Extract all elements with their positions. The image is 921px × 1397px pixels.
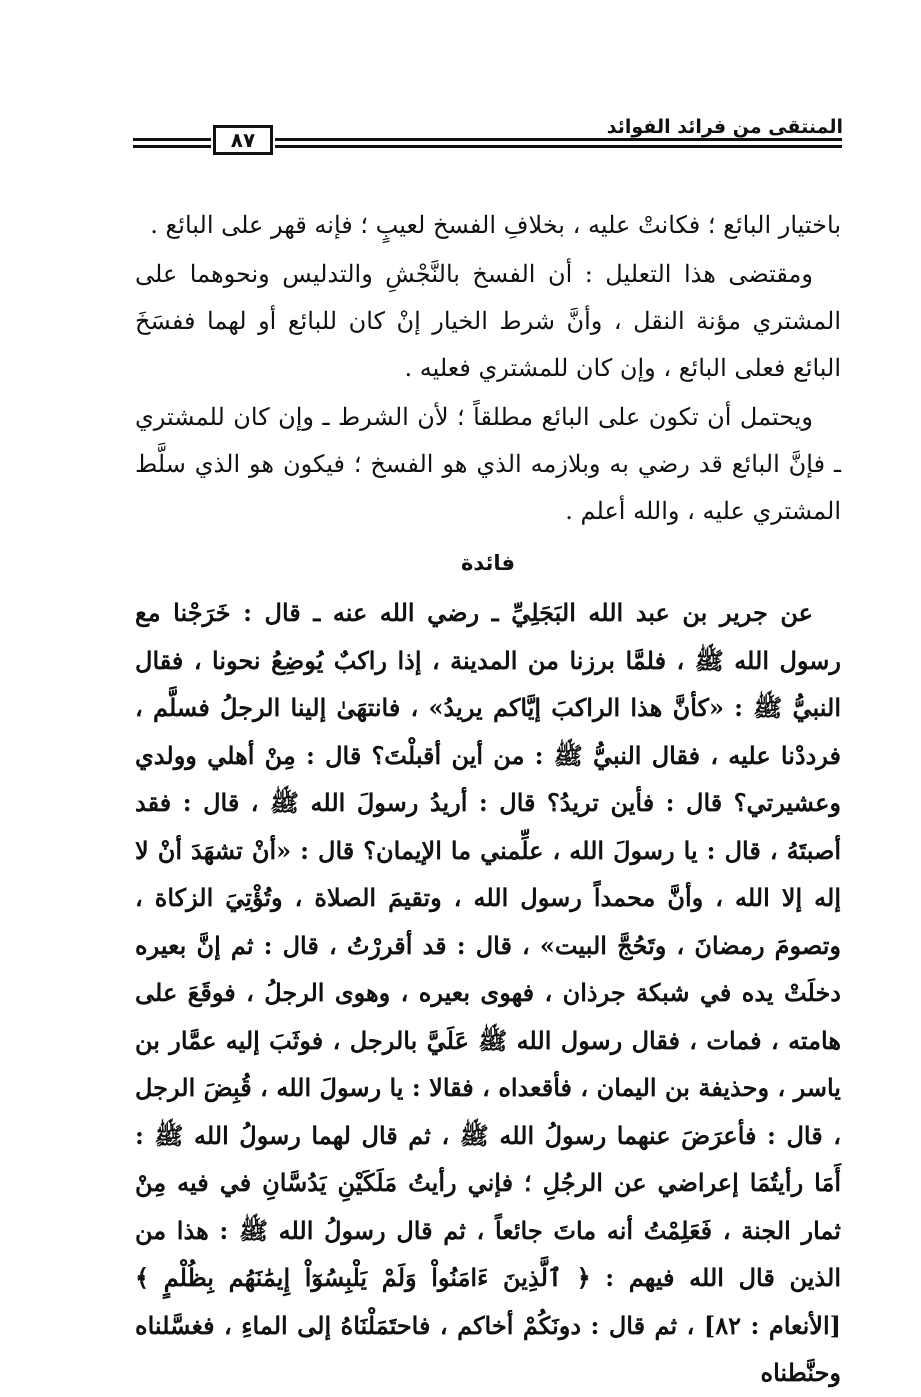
header-rule — [275, 145, 842, 148]
page-number: ٨٧ — [213, 125, 273, 155]
paragraph: ومقتضى هذا التعليل : أن الفسخ بالنَّجْشِ والتدليس ونحوهما على المشتري مؤنة النقل ، وأنَّ شرط الخيار إنْ كان للبائع أو لهما ففسَخَ البائع فعلى البائع ، وإن كان للمشتري فعليه . — [135, 260, 841, 382]
page-body — [135, 202, 841, 1397]
header-rule — [133, 145, 211, 148]
paragraph: ويحتمل أن تكون على البائع مطلقاً ؛ لأن الشرط ـ وإن كان للمشتري ـ فإنَّ البائع قد رضي به وبلازمه الذي هو الفسخ ؛ فيكون هو الذي سلَّط المشتري عليه ، والله أعلم . — [135, 403, 841, 525]
section-heading: فائدة — [460, 551, 516, 575]
paragraph: باختيار البائع ؛ فكانتْ عليه ، بخلافِ الفسخ لعيبٍ ؛ فإنه قهر على البائع . — [150, 211, 841, 239]
header-rule — [275, 138, 842, 141]
header-rule — [133, 138, 211, 141]
running-header-title: المنتقى من فرائد الفوائد — [606, 116, 843, 138]
hadith-paragraph: عن جرير بن عبد الله البَجَلِيِّ ـ رضي الله عنه ـ قال : خَرَجْنا مع رسول الله ﷺ ، فلمَّا برزنا من المدينة ، إذا راكبٌ يُوضِعُ نحونا ، فقال النبيُّ ﷺ : «كأنَّ هذا الراكبَ إيَّاكم يريدُ» ، فانتهَىٰ إلينا الرجلُ فسلَّم ، فرددْنا عليه ، فقال النبيُّ ﷺ : من أين أقبلْتَ؟ قال : مِنْ أهلي وولدي وعشيرتي؟ قال : فأين تريدُ؟ قال : أريدُ رسولَ الله ﷺ ، قال : فقد أصبتَهُ ، قال : يا رسولَ الله ، علِّمني ما الإيمان؟ قال : «أنْ تشهَدَ أنْ لا إله إلا الله ، وأنَّ محمداً رسول الله ، وتقيمَ الصلاة ، وتُؤْتِيَ الزكاة ، وتصومَ رمضانَ ، وتَحُجَّ البيت» ، قال : قد أقررْتُ ، قال : ثم إنَّ بعيره دخلَتْ يده في شبكة جرذان ، فهوى بعيره ، وهوى الرجلُ ، فوقَعَ على هامته ، فمات ، فقال رسول الله ﷺ عَلَيَّ بالرجل ، فوثَبَ إليه عمَّار بن ياسر ، وحذيفة بن اليمان ، فأقعداه ، فقالا : يا رسولَ الله ، قُبِضَ الرجل ، قال : فأعرَضَ عنهما رسولُ الله ﷺ ، ثم قال لهما رسولُ الله ﷺ : أَمَا رأيتُمَا إعراضي عن الرجُلِ ؛ فإني رأيتُ مَلَكَيْنِ يَدُسَّانِ في فيه مِنْ ثمار الجنة ، فَعَلِمْتُ أنه ماتَ جائعاً ، ثم قال رسولُ الله ﷺ : هذا من الذين قال الله فيهم : ﴿ ٱلَّذِينَ ءَامَنُواْ وَلَمْ يَلْبِسُوٓاْ إِيمَٰنَهُم بِظُلْمٍ ﴾ [الأنعام : ٨٢] ، ثم قال : دونَكُمْ أخاكم ، فاحتَمَلْنَاهُ إلى الماءِ ، فغسَّلناه وحنَّطناه — [135, 598, 842, 1387]
